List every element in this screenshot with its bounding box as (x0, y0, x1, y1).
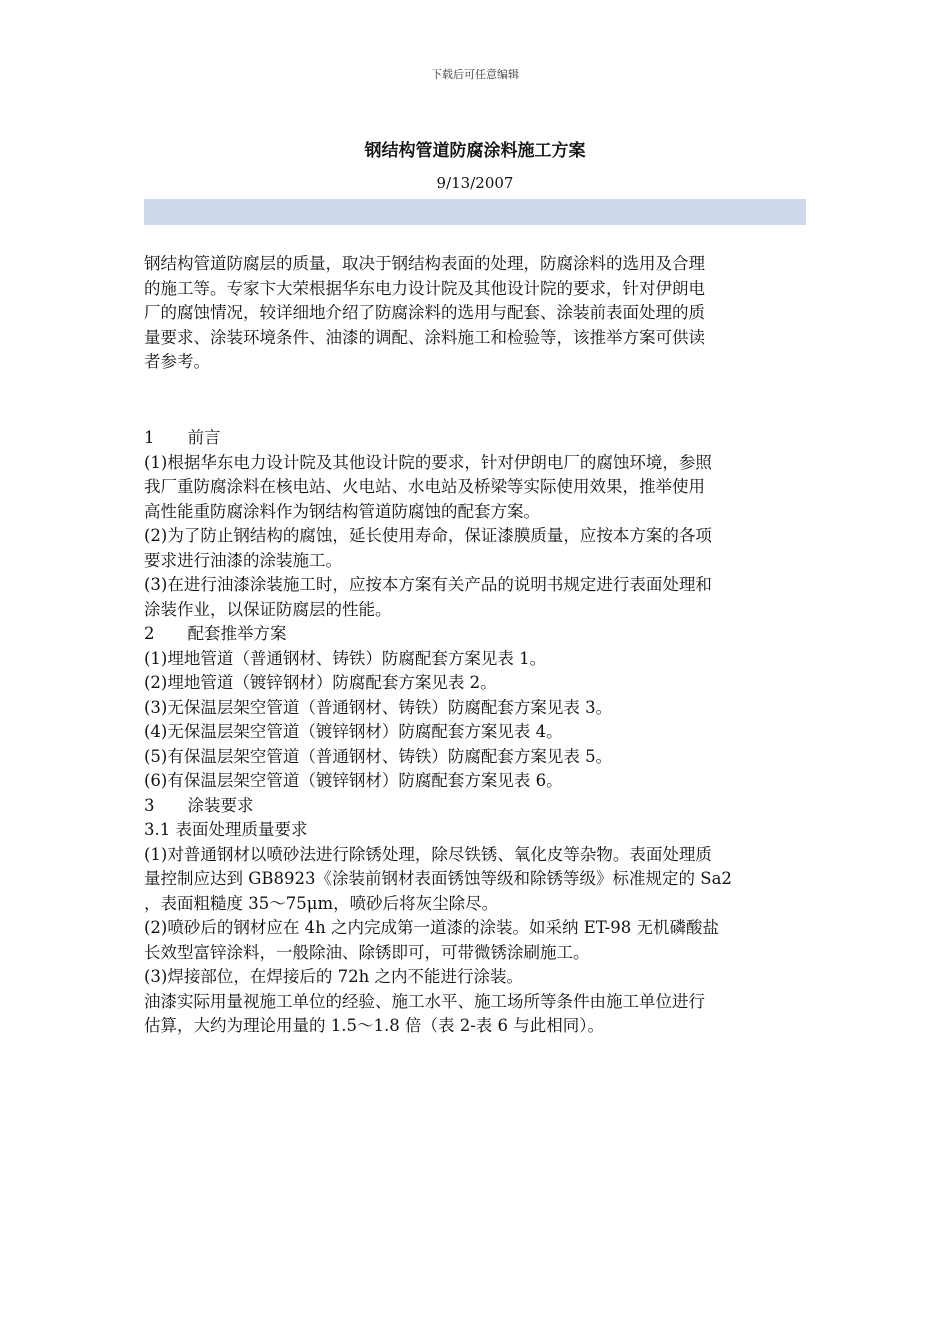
body-line: 2 配套推举方案 (144, 624, 287, 643)
body-line: 长效型富锌涂料，一般除油、除锈即可，可带微锈涂刷施工。 (144, 942, 590, 962)
title-band (144, 199, 806, 225)
body-line: 涂装作业，以保证防腐层的性能。 (144, 599, 392, 619)
body-line: ，表面粗糙度 35～75μm，喷砂后将灰尘除尽。 (144, 893, 499, 913)
body-line: (2)埋地管道（镀锌钢材）防腐配套方案见表 2。 (144, 673, 497, 692)
body-line: (3)在进行油漆涂装施工时，应按本方案有关产品的说明书规定进行表面处理和 (144, 575, 712, 594)
body-line: (3)无保温层架空管道（普通钢材、铸铁）防腐配套方案见表 3。 (144, 697, 613, 717)
abstract-paragraph: 钢结构管道防腐层的质量，取决于钢结构表面的处理，防腐涂料的选用及合理 的施工等。专家卞大荣根据华东电力设计院及其他设计院的要求，针对伊朗电 厂的腐蚀情况，较详细地介绍了防腐涂料的选用与配套、涂装前表面处理的质 量要求、涂装环境条件、油漆的调配、涂料施工和检验等，该推举方案可供读 者参考。 (144, 254, 705, 371)
body-line: 要求进行油漆的涂装施工。 (144, 550, 342, 570)
body-line: (4)无保温层架空管道（镀锌钢材）防腐配套方案见表 4。 (144, 722, 563, 741)
body-line: (1)对普通钢材以喷砂法进行除锈处理，除尽铁锈、氧化皮等杂物。表面处理质 (144, 844, 712, 864)
body-line: (5)有保温层架空管道（普通钢材、铸铁）防腐配套方案见表 5。 (144, 746, 613, 766)
header-note: 下载后可任意编辑 (431, 68, 519, 81)
body-line: (1)根据华东电力设计院及其他设计院的要求，针对伊朗电厂的腐蚀环境，参照 (144, 452, 712, 472)
body-line: 量控制应达到 GB8923《涂装前钢材表面锈蚀等级和除锈等级》标准规定的 Sa2 (144, 869, 732, 888)
document-date: 9/13/2007 (436, 174, 514, 192)
body-line: 高性能重防腐涂料作为钢结构管道防腐蚀的配套方案。 (144, 501, 540, 521)
document-title: 钢结构管道防腐涂料施工方案 (364, 141, 586, 161)
body-text (144, 426, 810, 1039)
body-line: 3.1 表面处理质量要求 (144, 820, 308, 839)
body-line: (1)埋地管道（普通钢材、铸铁）防腐配套方案见表 1。 (144, 648, 547, 668)
body-line: 油漆实际用量视施工单位的经验、施工水平、施工场所等条件由施工单位进行 (144, 991, 705, 1011)
body-line: (2)为了防止钢结构的腐蚀，延长使用寿命，保证漆膜质量，应按本方案的各项 (144, 526, 712, 545)
body-line: (2)喷砂后的钢材应在 4h 之内完成第一道漆的涂装。如采纳 ET-98 无机磷酸盐 (144, 918, 719, 937)
body-line: (6)有保温层架空管道（镀锌钢材）防腐配套方案见表 6。 (144, 771, 563, 790)
body-line: 估算，大约为理论用量的 1.5～1.8 倍（表 2-表 6 与此相同）。 (144, 1016, 605, 1035)
body-line: 我厂重防腐涂料在核电站、火电站、水电站及桥梁等实际使用效果，推举使用 (144, 477, 705, 496)
body-line: (3)焊接部位，在焊接后的 72h 之内不能进行涂装。 (144, 967, 523, 986)
body-line: 1 前言 (144, 428, 221, 447)
body-line: 3 涂装要求 (144, 795, 254, 815)
